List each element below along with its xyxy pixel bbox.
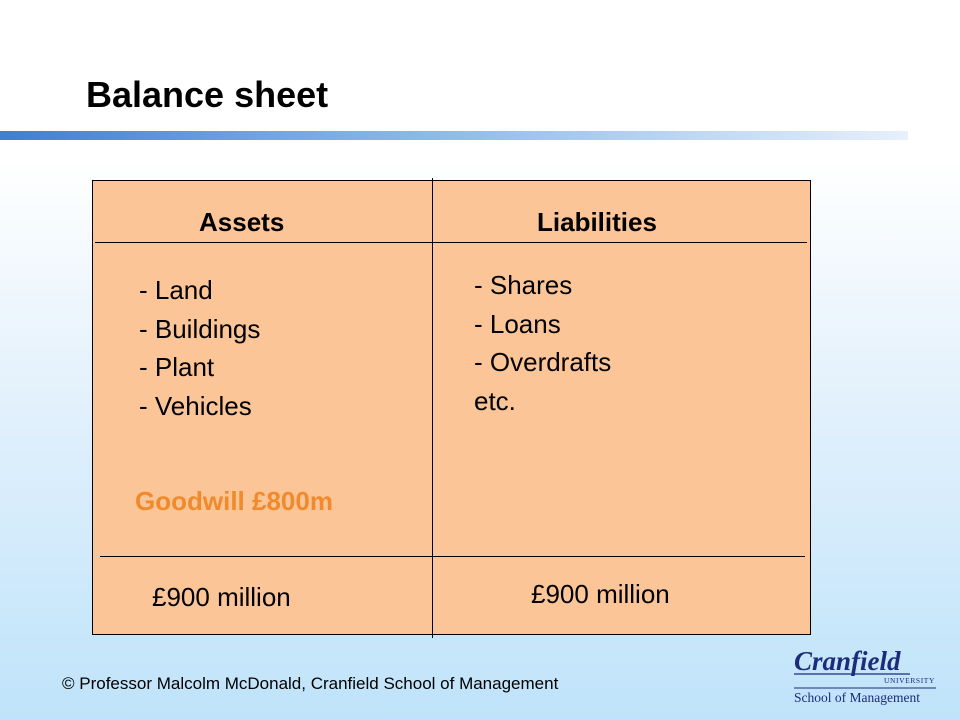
liabilities-list-item: - Shares <box>474 270 573 300</box>
assets-list <box>139 271 260 425</box>
copyright-footer: © Professor Malcolm McDonald, Cranfield School of Management <box>62 674 559 693</box>
liabilities-list-item: - Overdrafts <box>474 347 612 377</box>
logo-wordmark: Cranfield <box>794 646 901 676</box>
liabilities-heading: Liabilities <box>537 207 657 237</box>
totals-divider <box>100 556 805 557</box>
liabilities-list-item: - Loans <box>474 308 561 339</box>
logo-school-text: School of Management <box>794 690 920 705</box>
logo-university-text: UNIVERSITY <box>884 676 935 685</box>
heading-divider <box>95 242 807 243</box>
assets-total: £900 million <box>152 582 291 612</box>
liabilities-total: £900 million <box>531 579 670 609</box>
title-underline-bar <box>0 131 908 140</box>
assets-list-item: - Vehicles <box>139 390 252 421</box>
goodwill-note: Goodwill £800m <box>135 486 333 516</box>
cranfield-university-logo <box>792 646 938 706</box>
assets-list-item: - Plant <box>139 352 215 382</box>
assets-list-item: - Buildings <box>139 313 261 344</box>
liabilities-list <box>474 266 611 420</box>
assets-heading: Assets <box>199 207 285 237</box>
slide-title: Balance sheet <box>86 74 329 115</box>
t-account-vertical-divider <box>432 178 433 638</box>
liabilities-list-item: etc. <box>474 385 516 416</box>
assets-list-item: - Land <box>139 275 213 305</box>
